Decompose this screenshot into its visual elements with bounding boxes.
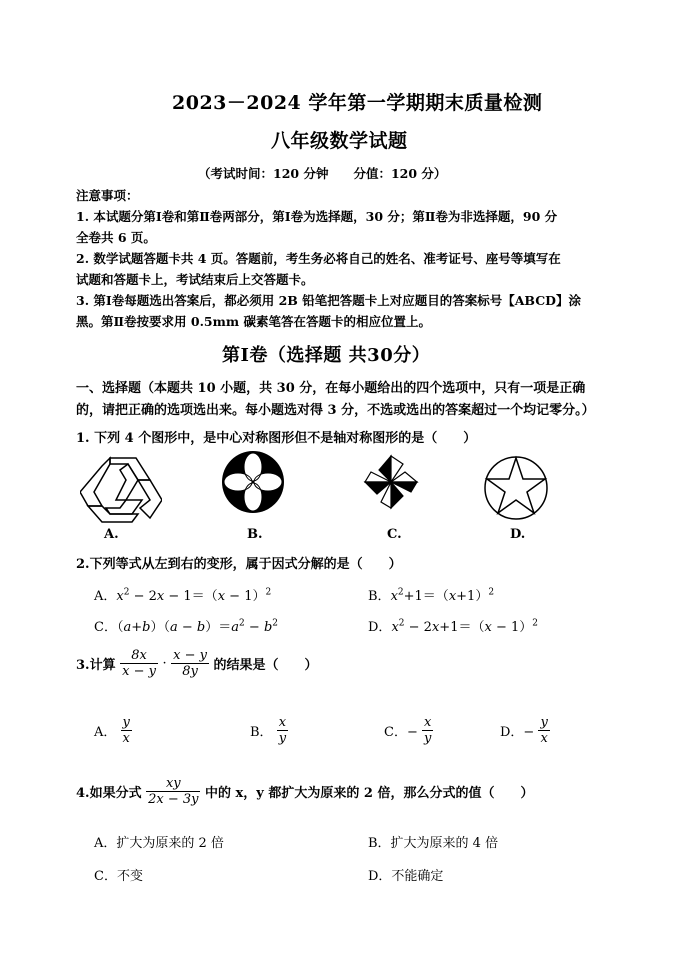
q3-d-num: y: [540, 715, 548, 730]
q2-option-a: A．$x^2 - 2x - 1=(x - 1)^2$: [94, 587, 272, 604]
q1-label-b: B.: [247, 527, 263, 542]
q4-stem-prefix: 4.如果分式: [76, 786, 142, 801]
q3-d-frac: [538, 715, 549, 746]
q2-option-c: C．$(a+b)(a - b)=a^2 - b^2$: [94, 618, 278, 635]
q3-option-a: [94, 715, 132, 746]
q2-c-label: C．: [94, 620, 117, 635]
q3-a-label: A．: [94, 725, 117, 740]
q4-fraction: [146, 776, 200, 807]
q2-d-label: D．: [368, 620, 392, 635]
note-1b: 全卷共 6 页。: [76, 230, 156, 245]
q1-figure-a: [80, 456, 162, 524]
q3-a-num: y: [122, 715, 130, 730]
q4-f-num: xy: [165, 776, 181, 791]
q2-a-label: A．: [94, 589, 117, 604]
q4-stem: [76, 776, 533, 807]
q3-c-label: C．−: [384, 725, 418, 740]
q1-figure-b: [220, 449, 286, 515]
q3-fraction-1: [120, 648, 158, 679]
q4-option-a: A．扩大为原来的 2 倍: [94, 836, 224, 851]
q3-option-c: [384, 715, 433, 746]
q4-option-d: D．不能确定: [368, 869, 444, 884]
q3-a-den: x: [121, 730, 132, 746]
q3-d-den: x: [538, 730, 549, 746]
exam-info: （考试时间：120 分钟 分值：120 分）: [198, 166, 447, 181]
q3-f2-den: 8y: [171, 663, 209, 679]
q2-stem: 2.下列等式从左到右的变形，属于因式分解的是（ ）: [76, 557, 402, 572]
note-1a: 1. 本试题分第Ⅰ卷和第Ⅱ卷两部分，第Ⅰ卷为选择题，30 分；第Ⅱ卷为非选择题，90 分: [76, 209, 558, 224]
note-2a: 2. 数学试题答题卡共 4 页。答题前，考生务必将自己的姓名、准考证号、座号等填写在: [76, 251, 561, 266]
q1-stem: 1. 下列 4 个图形中，是中心对称图形但不是轴对称图形的是（ ）: [76, 431, 477, 446]
q4-option-b: B．扩大为原来的 4 倍: [368, 836, 499, 851]
exam-subtitle: 八年级数学试题: [271, 130, 408, 152]
notes-heading: 注意事项：: [76, 188, 139, 203]
q1-figure-c: [355, 452, 427, 512]
q4-stem-suffix: 中的 x，y 都扩大为原来的 2 倍，那么分式的值（ ）: [205, 786, 534, 801]
q3-option-b: [250, 715, 288, 746]
q1-label-a: A.: [104, 527, 119, 542]
exam-title: 2023－2024 学年第一学期期末质量检测: [172, 92, 543, 114]
q3-f2-num: x − y: [173, 648, 207, 663]
q3-f1-den: x − y: [122, 664, 156, 679]
note-3a: 3. 第Ⅰ卷每题选出答案后，都必须用 2B 铅笔把答题卡上对应题目的答案标号【ABCD】涂: [76, 293, 582, 308]
q2-b-label: B．: [368, 589, 391, 604]
q2-option-d: D．$x^2 - 2x+1=(x - 1)^2$: [368, 618, 538, 635]
note-3b: 黑。第Ⅱ卷按要求用 0.5mm 碳素笔答在答题卡的相应位置上。: [76, 314, 431, 329]
q2-option-b: B．$x^2+1=(x+1)^2$: [368, 587, 495, 604]
q1-label-c: C.: [387, 527, 402, 542]
q3-b-frac: [277, 715, 288, 746]
q3-a-frac: [121, 715, 132, 746]
q3-c-num: x: [423, 715, 432, 730]
section-title: 第Ⅰ卷（选择题 共30分）: [222, 345, 431, 366]
section-intro-a: 一、选择题（本题共 10 小题，共 30 分，在每小题给出的四个选项中，只有一项是正确: [76, 381, 586, 396]
q3-dot: ·: [162, 656, 167, 671]
note-2b: 试题和答题卡上，考试结束后上交答题卡。: [76, 272, 314, 287]
q3-d-label: D．−: [500, 725, 535, 740]
q3-b-den: y: [278, 731, 287, 746]
q3-stem: [76, 648, 318, 679]
q3-c-frac: [422, 715, 433, 746]
q3-option-d: [500, 715, 550, 746]
q3-stem-suffix: 的结果是（ ）: [213, 658, 318, 673]
q3-b-num: x: [278, 715, 287, 730]
q3-c-den: y: [423, 731, 432, 746]
q3-f1-num: 8x: [131, 648, 147, 663]
section-intro-b: 的，请把正确的选项选出来。每小题选对得 3 分，不选或选出的答案超过一个均记零分。）: [76, 403, 595, 418]
q3-stem-prefix: 3.计算: [76, 658, 116, 673]
q3-b-label: B．: [250, 725, 273, 740]
q1-figure-d: [483, 455, 549, 521]
q4-option-c: C．不变: [94, 869, 143, 884]
q1-label-d: D.: [510, 527, 526, 542]
q4-f-den: 2x − 3y: [148, 792, 199, 807]
q3-fraction-2: [171, 648, 209, 679]
